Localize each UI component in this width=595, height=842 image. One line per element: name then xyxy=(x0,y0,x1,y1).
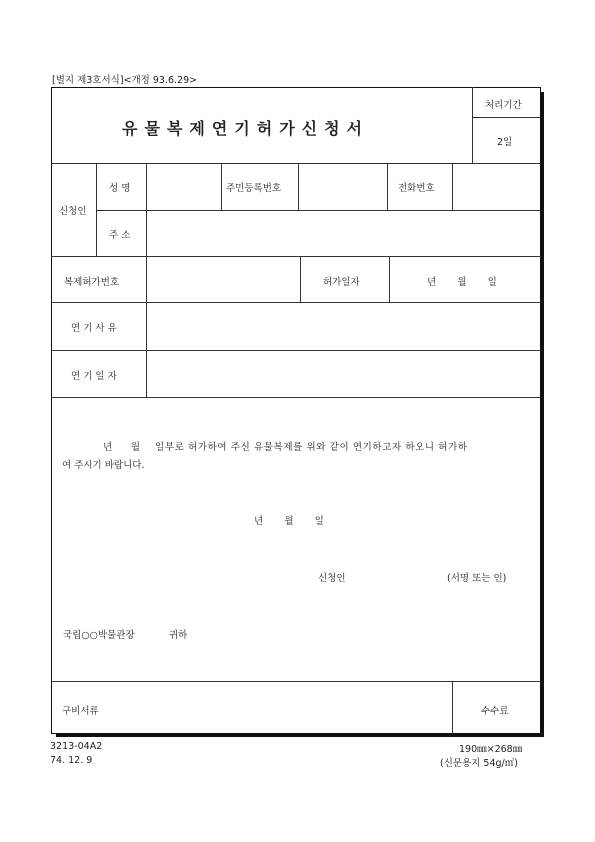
divider-name-value xyxy=(221,163,222,210)
permit-date-field[interactable]: 년 월 일 xyxy=(427,277,497,288)
signer-label: 신청인 xyxy=(318,573,346,584)
signature-note: (서명 또는 인) xyxy=(447,573,507,584)
required-documents-label: 구비서류 xyxy=(62,706,99,717)
name-label: 성 명 xyxy=(109,183,131,194)
paper-size: 190㎜×268㎜ xyxy=(459,744,523,755)
address-field[interactable] xyxy=(147,211,540,255)
recipient-suffix: 귀하 xyxy=(169,630,188,641)
divider-body-bottom xyxy=(51,681,541,682)
divider-title-right xyxy=(472,87,473,163)
resident-id-field[interactable] xyxy=(299,164,386,209)
processing-period-label: 처리기간 xyxy=(485,100,522,111)
application-date[interactable]: 년 월 일 xyxy=(254,516,324,527)
form-title: 유물복제연기허가신청서 xyxy=(122,119,370,138)
divider-id-value xyxy=(387,163,388,210)
recipient: 국립○○박물관장 xyxy=(63,630,135,641)
divider-date-bottom xyxy=(51,397,541,398)
divider-permit-date xyxy=(389,256,390,302)
divider-processing xyxy=(472,117,541,118)
form-date: 74. 12. 9 xyxy=(50,755,93,766)
request-statement-line2: 여 주시기 바랍니다. xyxy=(62,460,145,471)
fee-label: 수수료 xyxy=(481,706,509,717)
paper-spec: (신문용지 54g/㎡) xyxy=(440,758,518,769)
resident-id-label: 주민등록번호 xyxy=(226,183,282,194)
address-label: 주 소 xyxy=(109,230,131,241)
request-statement-line1: 년 월 일부로 허가하여 주신 유물복제를 위와 같이 연기하고자 하오니 허가하 xyxy=(103,442,468,453)
delay-reason-field[interactable] xyxy=(147,303,540,349)
divider-permit-number xyxy=(300,256,301,302)
name-field[interactable] xyxy=(147,164,220,209)
form-code: 3213-04A2 xyxy=(50,741,103,752)
permit-number-label: 복제허가번호 xyxy=(64,277,120,288)
phone-field[interactable] xyxy=(453,164,540,209)
delay-date-field[interactable] xyxy=(147,351,540,396)
delay-reason-label: 연 기 사 유 xyxy=(71,323,117,334)
divider-fee xyxy=(452,681,453,734)
phone-label: 전화번호 xyxy=(398,183,435,194)
form-number: [별지 제3호서식]<개정 93.6.29> xyxy=(52,75,198,86)
processing-period-value: 2일 xyxy=(497,137,513,148)
divider-applicant-label xyxy=(96,163,97,256)
permit-number-field[interactable] xyxy=(147,257,299,301)
applicant-label: 신청인 xyxy=(59,206,87,217)
delay-date-label: 연 기 일 자 xyxy=(71,371,117,382)
permit-date-label: 허가일자 xyxy=(323,277,360,288)
